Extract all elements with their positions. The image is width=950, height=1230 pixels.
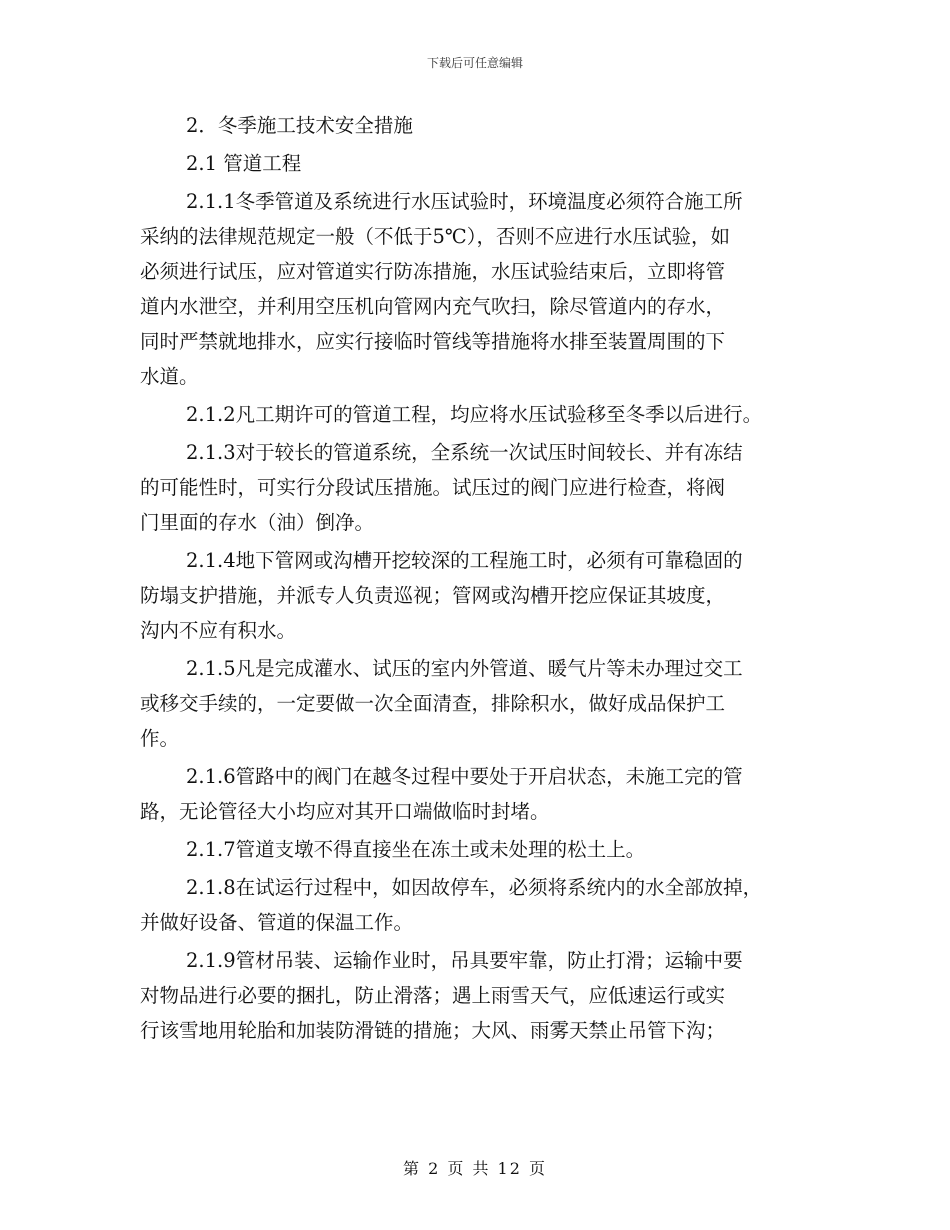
paragraph-line: 2.1.9管材吊装、运输作业时，吊具要牢靠，防止打滑；运输中要	[186, 949, 743, 972]
paragraph-line: 2.1.4地下管网或沟槽开挖较深的工程施工时，必须有可靠稳固的	[186, 549, 743, 572]
paragraph-line: 作。	[140, 727, 180, 750]
paragraph-line: 并做好设备、管道的保温工作。	[140, 911, 414, 934]
paragraph-line: 道内水泄空，并利用空压机向管网内充气吹扫，除尽管道内的存水，	[140, 295, 726, 318]
paragraph-line: 2.1.8在试运行过程中，如因故停车，必须将系统内的水全部放掉，	[186, 876, 763, 899]
paragraph-line: 必须进行试压，应对管道实行防冻措施，水压试验结束后，立即将管	[140, 260, 726, 283]
paragraph-line: 水道。	[140, 365, 199, 388]
page-header: 下载后可任意编辑	[426, 56, 523, 70]
paragraph-line: 2.1.2凡工期许可的管道工程，均应将水压试验移至冬季以后进行。	[186, 403, 763, 426]
paragraph-line: 对物品进行必要的捆扎，防止滑落；遇上雨雪天气，应低速运行或实	[140, 984, 726, 1007]
paragraph-line: 行该雪地用轮胎和加装防滑链的措施；大风、雨雾天禁止吊管下沟；	[140, 1019, 726, 1042]
paragraph-line: 2．冬季施工技术安全措施	[186, 114, 413, 137]
paragraph-line: 路，无论管径大小均应对其开口端做临时封堵。	[140, 800, 550, 823]
paragraph-line: 2.1 管道工程	[186, 152, 302, 175]
page-footer: 第 2 页 共 12 页	[403, 1159, 547, 1178]
paragraph-line: 2.1.1冬季管道及系统进行水压试验时，环境温度必须符合施工所	[186, 190, 743, 213]
paragraph-line: 2.1.7管道支墩不得直接坐在冻土或未处理的松土上。	[186, 838, 646, 861]
document-body	[140, 110, 830, 1053]
paragraph-line: 采纳的法律规范规定一般（不低于5℃），否则不应进行水压试验，如	[140, 225, 730, 248]
paragraph-line: 防塌支护措施，并派专人负责巡视；管网或沟槽开挖应保证其坡度，	[140, 584, 726, 607]
paragraph-line: 2.1.6管路中的阀门在越冬过程中要处于开启状态，未施工完的管	[186, 765, 743, 788]
paragraph-line: 的可能性时，可实行分段试压措施。试压过的阀门应进行检查，将阀	[140, 476, 726, 499]
paragraph-line: 同时严禁就地排水，应实行接临时管线等措施将水排至装置周围的下	[140, 330, 726, 353]
paragraph-line: 沟内不应有积水。	[140, 619, 297, 642]
paragraph-line: 2.1.3对于较长的管道系统，全系统一次试压时间较长、并有冻结	[186, 441, 743, 464]
paragraph-line: 2.1.5凡是完成灌水、试压的室内外管道、暖气片等未办理过交工	[186, 657, 743, 680]
paragraph-line: 门里面的存水（油）倒净。	[140, 511, 375, 534]
paragraph-line: 或移交手续的，一定要做一次全面清查，排除积水，做好成品保护工	[140, 692, 726, 715]
